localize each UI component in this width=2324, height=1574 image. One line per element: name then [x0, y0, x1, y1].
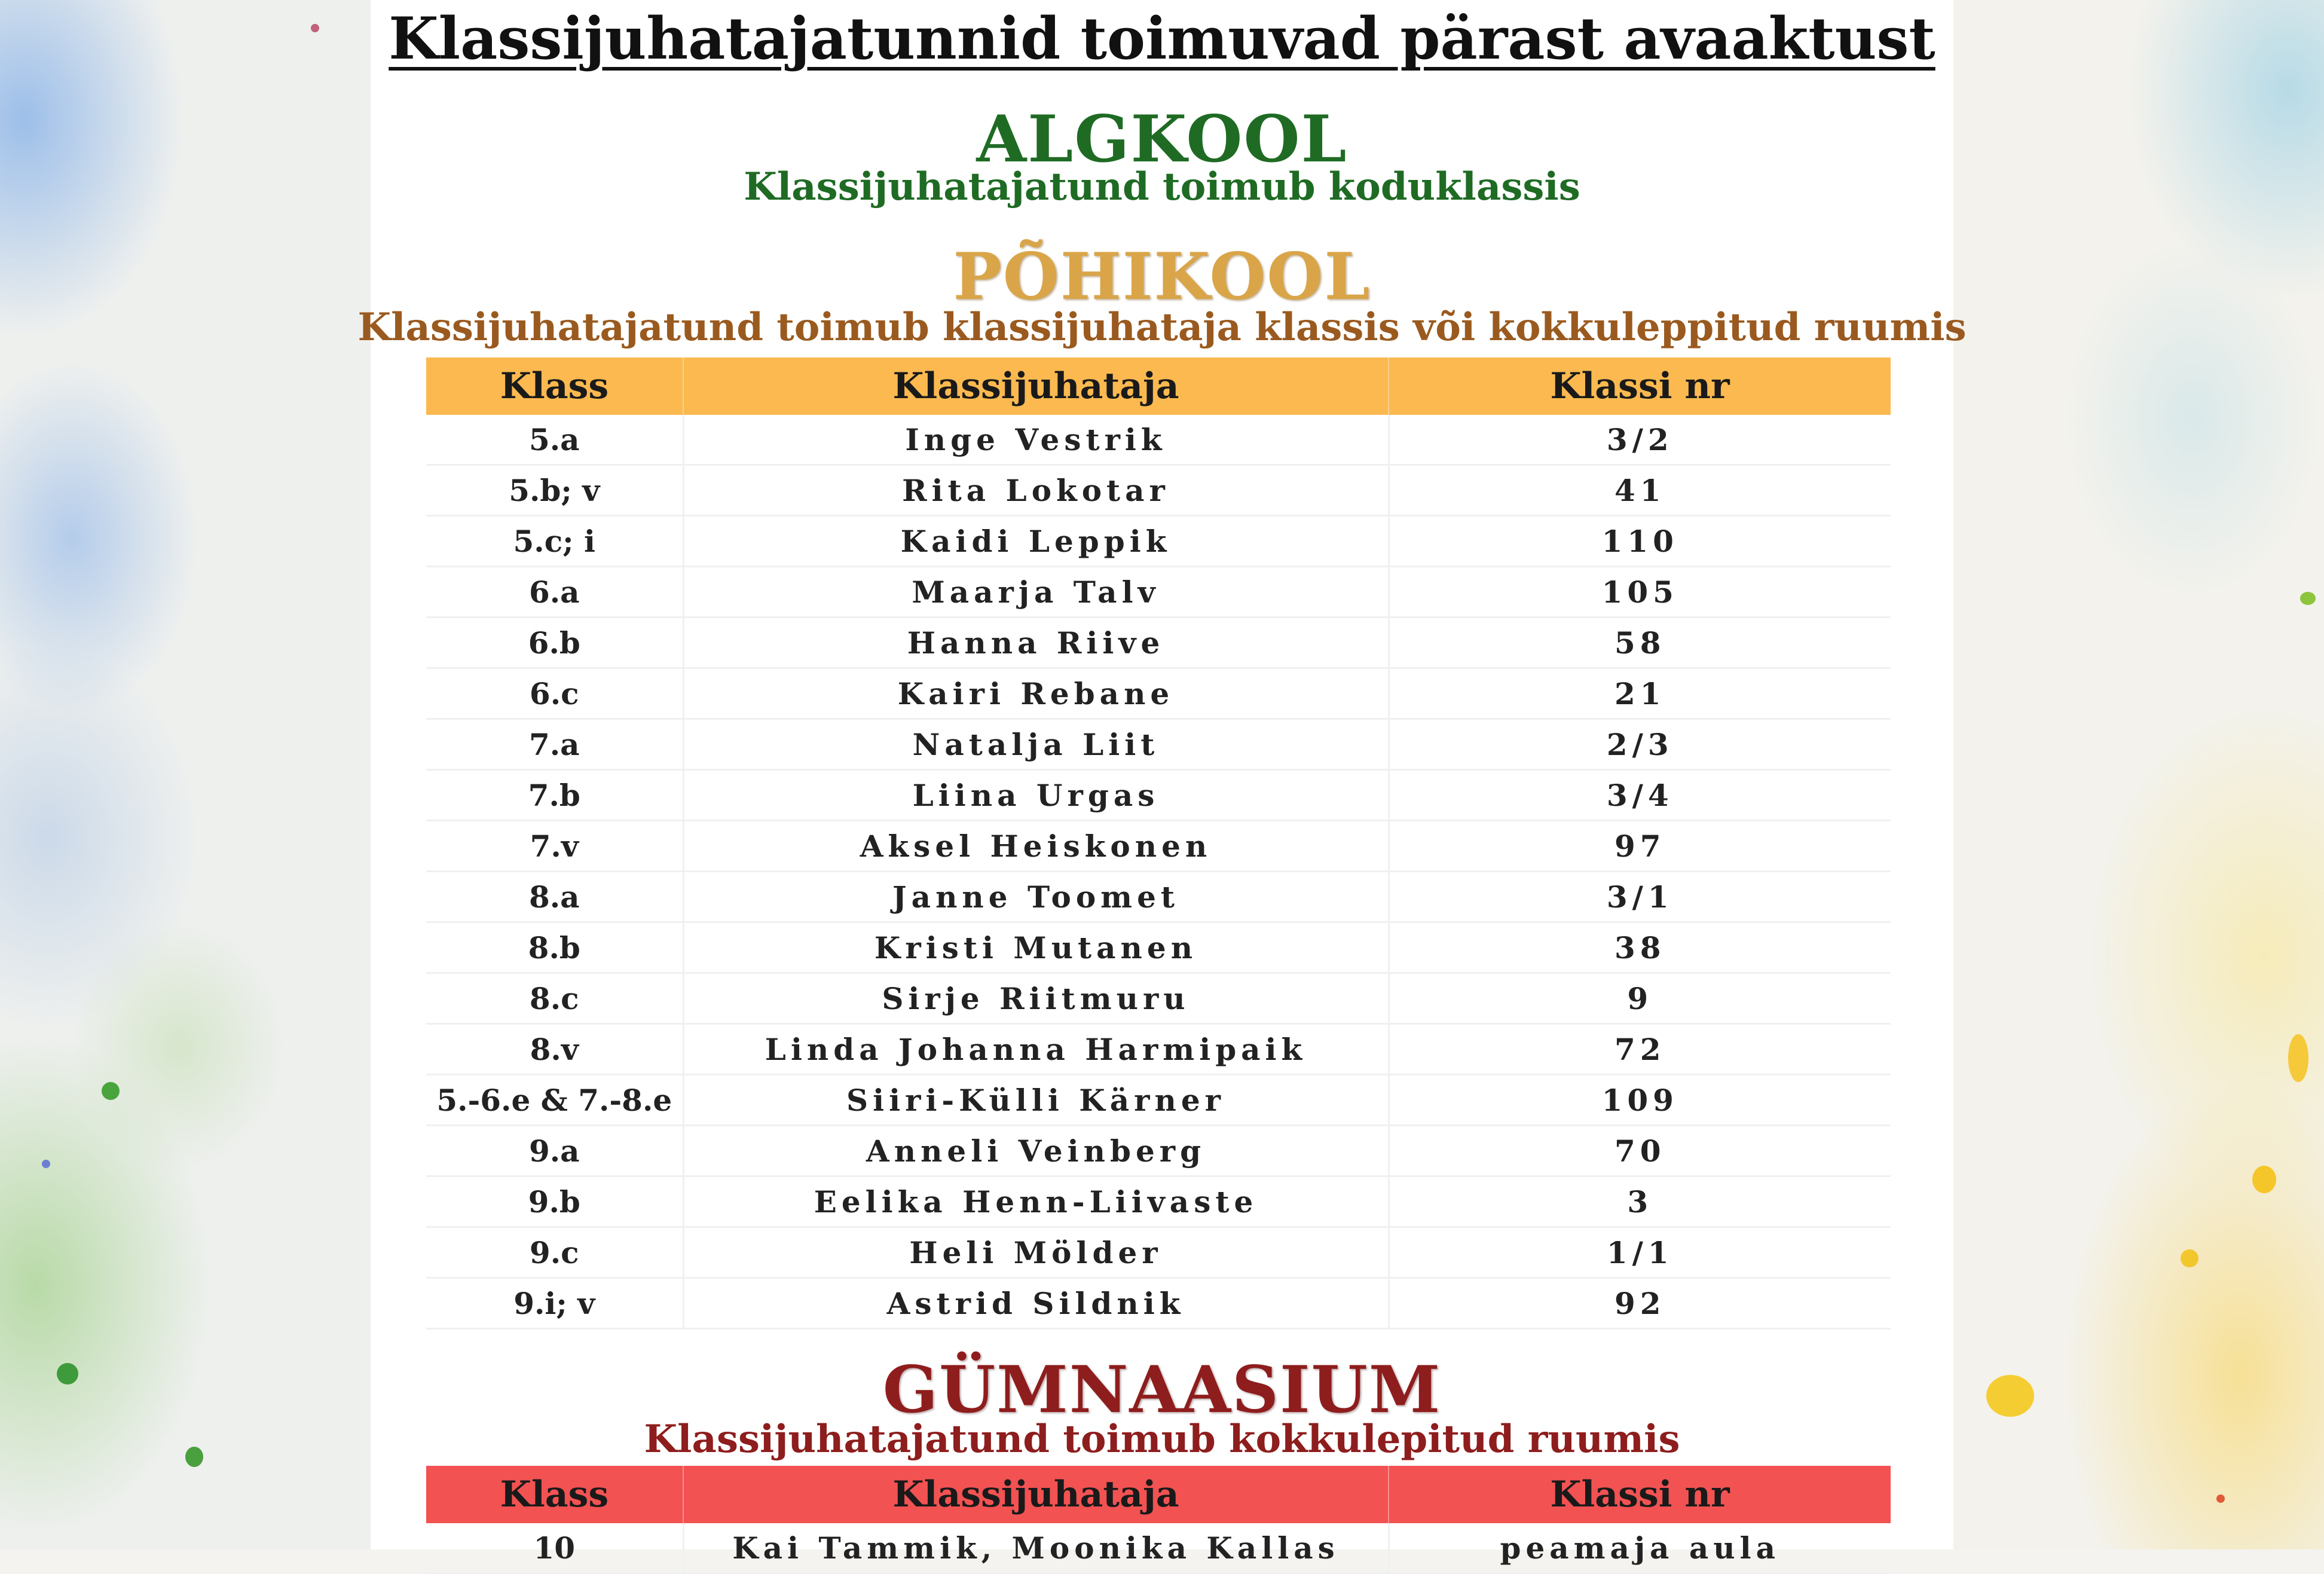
class-cell: 8.v [426, 1024, 683, 1075]
class-cell: 8.a [426, 872, 683, 922]
room-cell: 41 [1389, 465, 1891, 516]
paint-splatter [2216, 1494, 2225, 1503]
teacher-cell: Kaidi Leppik [683, 516, 1389, 567]
teacher-cell: Natalja Liit [683, 719, 1389, 770]
class-cell: 6.a [426, 567, 683, 618]
room-cell: peamaja aula [1389, 1523, 1891, 1573]
room-cell: 38 [1389, 922, 1891, 973]
teacher-cell: Rita Lokotar [683, 465, 1389, 516]
table-row [426, 415, 1891, 465]
room-cell: 9 [1389, 973, 1891, 1024]
paint-splatter [2288, 1034, 2308, 1082]
table-row [426, 770, 1891, 821]
class-cell: 7.b [426, 770, 683, 821]
table-row [426, 872, 1891, 922]
paint-splatter [2181, 1249, 2198, 1267]
paint-splatter [2252, 1166, 2276, 1193]
paint-splatter [2300, 592, 2316, 605]
class-cell: 9.c [426, 1227, 683, 1278]
table-row [426, 1126, 1891, 1176]
teacher-cell: Sirje Riitmuru [683, 973, 1389, 1024]
room-cell: 70 [1389, 1126, 1891, 1176]
room-cell: 3/2 [1389, 415, 1891, 465]
room-cell: 110 [1389, 516, 1891, 567]
table-header-row [426, 357, 1891, 415]
class-cell: 9.i; v [426, 1278, 683, 1329]
class-cell: 5.-6.e & 7.-8.e [426, 1075, 683, 1126]
class-cell: 10 [426, 1523, 683, 1573]
watercolor-background-right [1953, 0, 2324, 1549]
class-cell: 5.b; v [426, 465, 683, 516]
teacher-cell: Kai Tammik, Moonika Kallas [683, 1523, 1389, 1573]
table-row [426, 1176, 1891, 1227]
room-cell: 21 [1389, 668, 1891, 719]
room-cell: 3/4 [1389, 770, 1891, 821]
teacher-cell: Anneli Veinberg [683, 1126, 1389, 1176]
algkool-heading: ALGKOOL [976, 102, 1348, 177]
teacher-cell: Maarja Talv [683, 567, 1389, 618]
teacher-cell: Linda Johanna Harmipaik [683, 1024, 1389, 1075]
pohikool-note: Klassijuhatajatund toimub klassijuhataja klassis või kokkuleppitud ruumis [357, 305, 1967, 350]
table-row [426, 1075, 1891, 1126]
room-cell: 3 [1389, 1176, 1891, 1227]
gymnaasium-note: Klassijuhatajatund toimub kokkulepitud ruumis [644, 1417, 1680, 1462]
teacher-cell: Kairi Rebane [683, 668, 1389, 719]
room-cell: 58 [1389, 618, 1891, 668]
table-row [426, 821, 1891, 872]
column-header-klass: Klass [426, 1466, 683, 1523]
class-cell: 5.c; i [426, 516, 683, 567]
teacher-cell: Eelika Henn-Liivaste [683, 1176, 1389, 1227]
teacher-cell: Heli Mölder [683, 1227, 1389, 1278]
column-header-klassi-nr: Klassi nr [1389, 357, 1891, 415]
room-cell: 72 [1389, 1024, 1891, 1075]
table-row [426, 1523, 1891, 1573]
room-cell: 1/1 [1389, 1227, 1891, 1278]
room-cell: 105 [1389, 567, 1891, 618]
teacher-cell: Siiri-Külli Kärner [683, 1075, 1389, 1126]
pohikool-table [426, 357, 1891, 1330]
table-row [426, 719, 1891, 770]
teacher-cell: Liina Urgas [683, 770, 1389, 821]
teacher-cell: Inge Vestrik [683, 415, 1389, 465]
column-header-klass: Klass [426, 357, 683, 415]
teacher-cell: Kristi Mutanen [683, 922, 1389, 973]
teacher-cell: Hanna Riive [683, 618, 1389, 668]
paint-splatter [42, 1160, 50, 1168]
table-row [426, 516, 1891, 567]
column-header-klassi-nr: Klassi nr [1389, 1466, 1891, 1523]
class-cell: 9.a [426, 1126, 683, 1176]
teacher-cell: Janne Toomet [683, 872, 1389, 922]
class-cell: 5.a [426, 415, 683, 465]
room-cell: 2/3 [1389, 719, 1891, 770]
class-cell: 7.v [426, 821, 683, 872]
class-cell: 6.c [426, 668, 683, 719]
column-header-klassijuhataja: Klassijuhataja [683, 357, 1389, 415]
table-row [426, 1024, 1891, 1075]
pohikool-heading: PÕHIKOOL [953, 239, 1371, 314]
table-row [426, 668, 1891, 719]
gymnaasium-table [426, 1466, 1891, 1574]
table-row [426, 973, 1891, 1024]
class-cell: 7.a [426, 719, 683, 770]
teacher-cell: Astrid Sildnik [683, 1278, 1389, 1329]
class-cell: 9.b [426, 1176, 683, 1227]
room-cell: 92 [1389, 1278, 1891, 1329]
teacher-cell: Aksel Heiskonen [683, 821, 1389, 872]
room-cell: 97 [1389, 821, 1891, 872]
gymnaasium-heading: GÜMNAASIUM [882, 1352, 1442, 1428]
room-cell: 109 [1389, 1075, 1891, 1126]
paint-splatter [102, 1082, 120, 1100]
class-cell: 8.c [426, 973, 683, 1024]
table-row [426, 618, 1891, 668]
watercolor-background-left [0, 0, 371, 1549]
table-row [426, 922, 1891, 973]
table-header-row [426, 1466, 1891, 1523]
table-row [426, 465, 1891, 516]
room-cell: 3/1 [1389, 872, 1891, 922]
class-cell: 8.b [426, 922, 683, 973]
algkool-note: Klassijuhatajatund toimub koduklassis [744, 164, 1580, 209]
table-row [426, 1227, 1891, 1278]
table-row [426, 1278, 1891, 1329]
class-cell: 6.b [426, 618, 683, 668]
column-header-klassijuhataja: Klassijuhataja [683, 1466, 1389, 1523]
page-title: Klassijuhatajatunnid toimuvad pärast avaaktust [389, 5, 1935, 72]
table-row [426, 567, 1891, 618]
